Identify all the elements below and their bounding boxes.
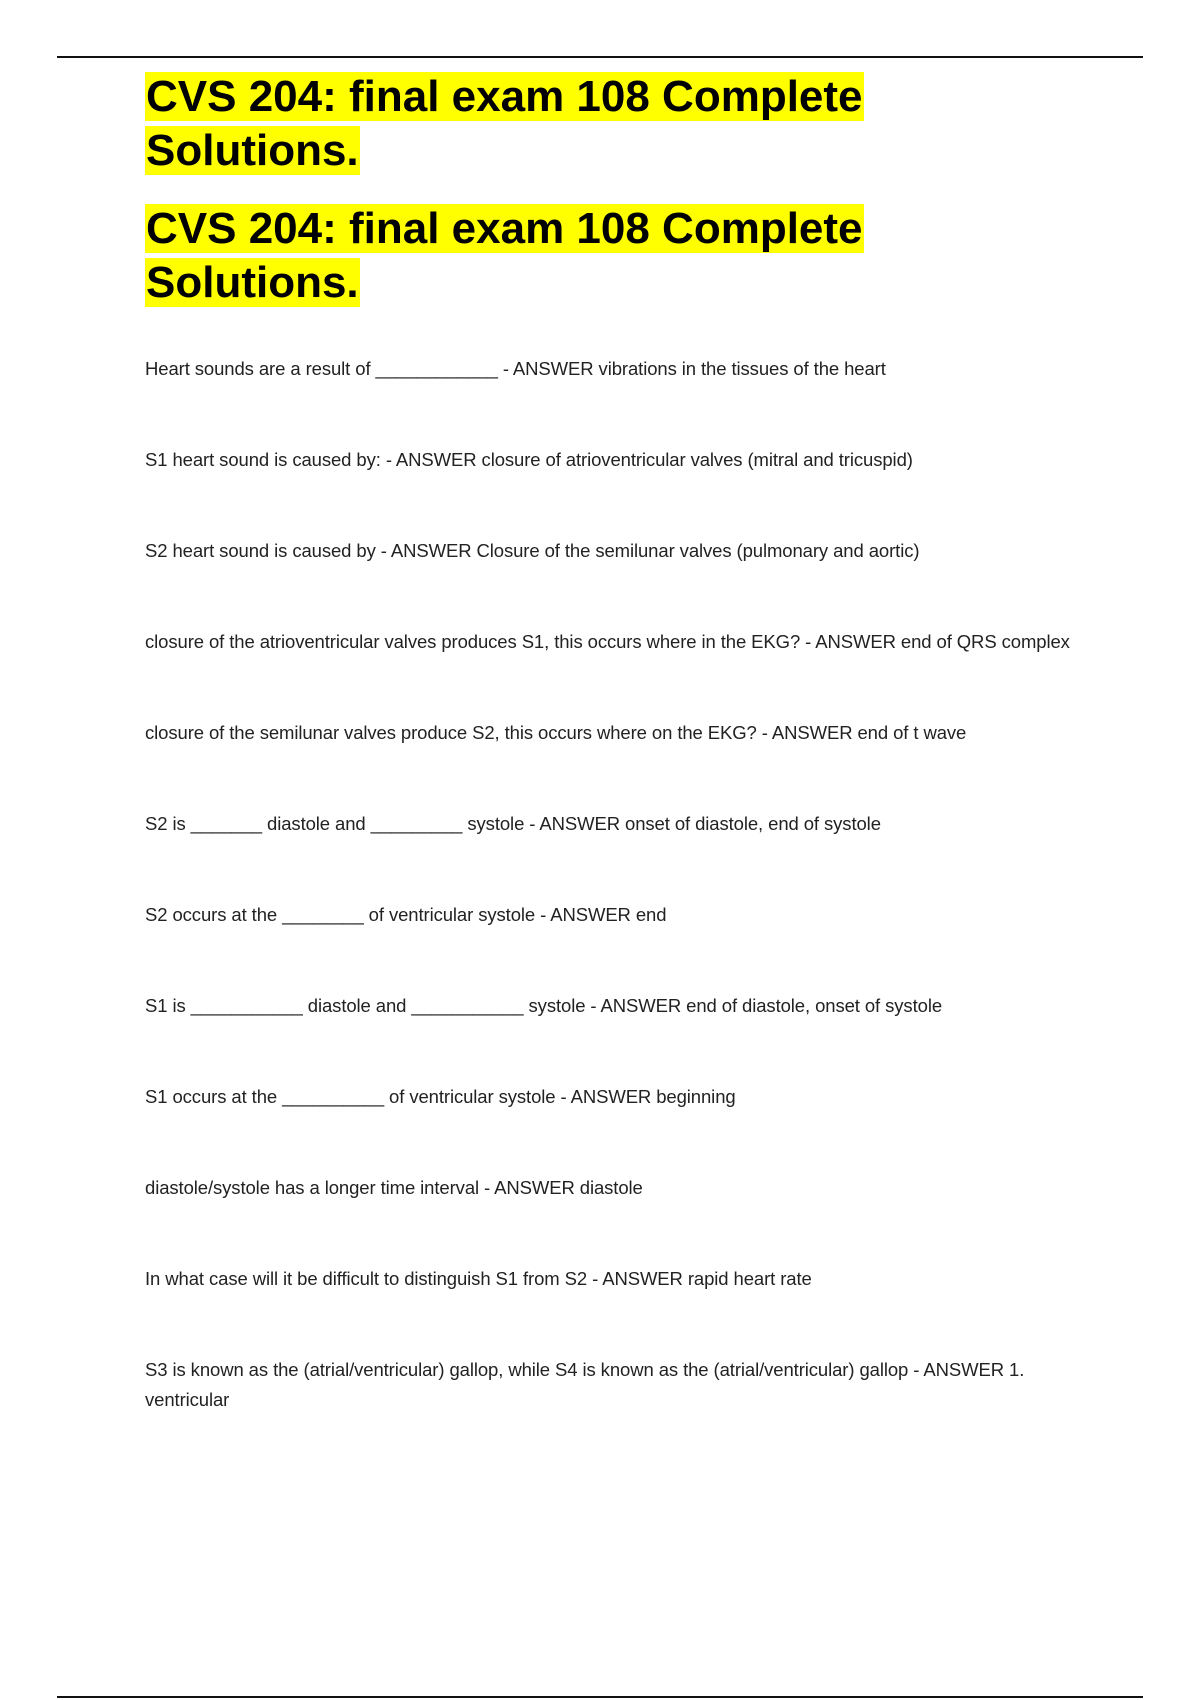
document-body — [145, 70, 1085, 1476]
qa-item: S1 is ___________ diastole and ___________ systole - ANSWER end of diastole, onset of systole — [145, 995, 943, 1016]
qa-item: closure of the atrioventricular valves produces S1, this occurs where in the EKG? - ANSWER end of QRS complex — [145, 631, 1070, 652]
qa-item: closure of the semilunar valves produce S2, this occurs where on the EKG? - ANSWER end of t wave — [145, 722, 967, 743]
qa-item: S2 is _______ diastole and _________ systole - ANSWER onset of diastole, end of systole — [145, 813, 881, 834]
document-title-text: CVS 204: final exam 108 Complete Solutions. — [146, 72, 863, 175]
qa-item: S2 occurs at the ________ of ventricular systole - ANSWER end — [145, 904, 667, 925]
qa-item: Heart sounds are a result of ____________ - ANSWER vibrations in the tissues of the heart — [145, 358, 886, 379]
document-title-repeat — [145, 202, 1085, 310]
qa-item: S1 heart sound is caused by: - ANSWER closure of atrioventricular valves (mitral and tricuspid) — [145, 449, 913, 470]
question-answer-list — [145, 354, 1085, 1415]
qa-item: diastole/systole has a longer time interval - ANSWER diastole — [145, 1177, 643, 1198]
document-title — [145, 70, 1085, 178]
qa-item: In what case will it be difficult to distinguish S1 from S2 - ANSWER rapid heart rate — [145, 1268, 812, 1289]
bottom-rule — [57, 1696, 1143, 1698]
top-rule — [57, 56, 1143, 58]
qa-item: S3 is known as the (atrial/ventricular) gallop, while S4 is known as the (atrial/ventricular) gallop - ANSWER 1. ventricular — [145, 1359, 1025, 1410]
document-title-repeat-text: CVS 204: final exam 108 Complete Solutions. — [146, 204, 863, 307]
qa-item: S1 occurs at the __________ of ventricular systole - ANSWER beginning — [145, 1086, 736, 1107]
qa-item: S2 heart sound is caused by - ANSWER Closure of the semilunar valves (pulmonary and aortic) — [145, 540, 920, 561]
